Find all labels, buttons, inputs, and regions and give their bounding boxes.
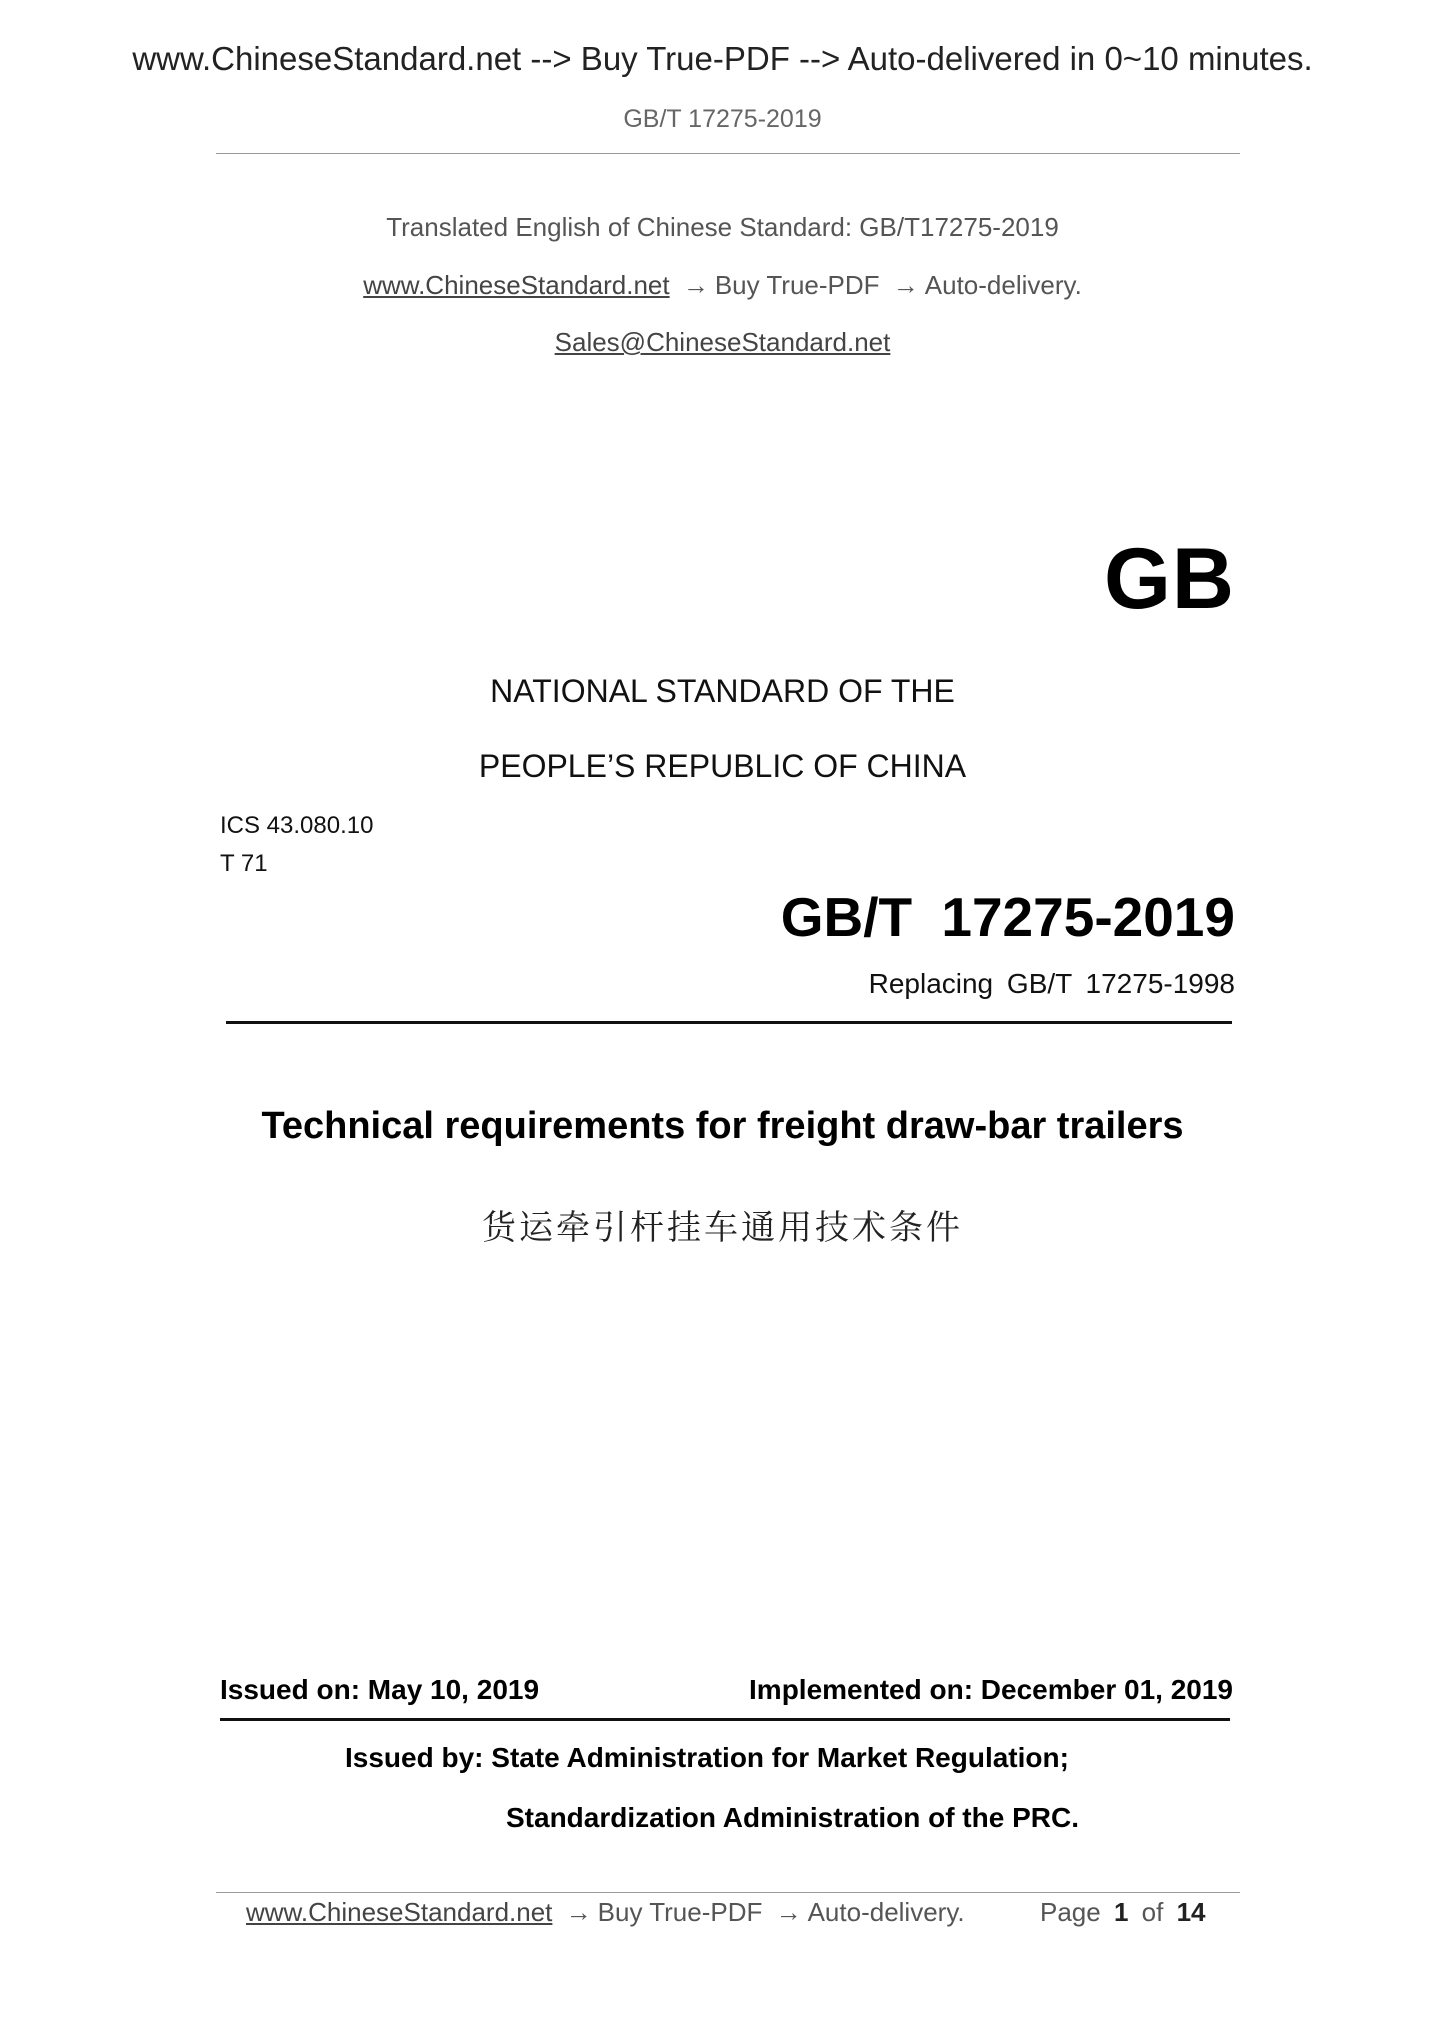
footer-link-line — [246, 1897, 965, 1928]
issued-by-line-2: Standardization Administration of the PRC. — [506, 1802, 1079, 1833]
page-current: 1 — [1113, 1897, 1129, 1927]
document-title-zh: 货运牵引杆挂车通用技术条件 — [482, 1208, 963, 1248]
intro-link-line — [0, 270, 1445, 301]
cover-divider — [226, 1021, 1232, 1024]
issued-by-line-1: Issued by: State Administration for Market Regulation; — [345, 1742, 1069, 1773]
header-divider — [216, 153, 1240, 154]
header-standard-code: GB/T 17275-2019 — [623, 105, 822, 133]
page-of-label: of — [1141, 1897, 1164, 1927]
document-title-en: Technical requirements for freight draw-bar trailers — [261, 1105, 1184, 1147]
standard-number: GB/T 17275-2019 — [780, 886, 1235, 948]
gb-logo: GB — [1104, 531, 1235, 627]
top-banner: www.ChineseStandard.net --> Buy True-PDF --> Auto-delivered in 0~10 minutes. — [132, 40, 1313, 77]
page-total: 14 — [1176, 1897, 1206, 1927]
page-label: Page — [1040, 1897, 1101, 1927]
footer-divider — [216, 1892, 1240, 1893]
arrow-right-icon: → — [892, 270, 919, 300]
footer-buy-text: Buy True-PDF — [597, 1897, 763, 1927]
ics-code: ICS 43.080.10 — [220, 812, 374, 839]
implemented-on-date: Implemented on: December 01, 2019 — [749, 1674, 1233, 1705]
sales-email-link[interactable]: Sales@ChineseStandard.net — [554, 327, 891, 357]
sales-line — [0, 327, 1445, 358]
site-link[interactable]: www.ChineseStandard.net — [363, 270, 670, 300]
issued-on-date: Issued on: May 10, 2019 — [220, 1674, 540, 1705]
classification-code: T 71 — [220, 850, 268, 877]
issue-divider — [220, 1718, 1230, 1721]
translated-line: Translated English of Chinese Standard: GB/T17275-2019 — [386, 212, 1059, 242]
arrow-right-icon: → — [775, 1897, 802, 1927]
replacing-standard: Replacing GB/T 17275-1998 — [868, 968, 1235, 999]
national-standard-line-2: PEOPLE’S REPUBLIC OF CHINA — [478, 748, 967, 784]
national-standard-line-1: NATIONAL STANDARD OF THE — [490, 673, 955, 709]
arrow-right-icon: → — [682, 270, 709, 300]
delivery-text: Auto-delivery. — [924, 270, 1082, 300]
footer-delivery-text: Auto-delivery. — [807, 1897, 965, 1927]
page-indicator — [1040, 1897, 1206, 1928]
buy-text: Buy True-PDF — [714, 270, 880, 300]
footer-site-link[interactable]: www.ChineseStandard.net — [246, 1897, 553, 1927]
arrow-right-icon: → — [565, 1897, 592, 1927]
